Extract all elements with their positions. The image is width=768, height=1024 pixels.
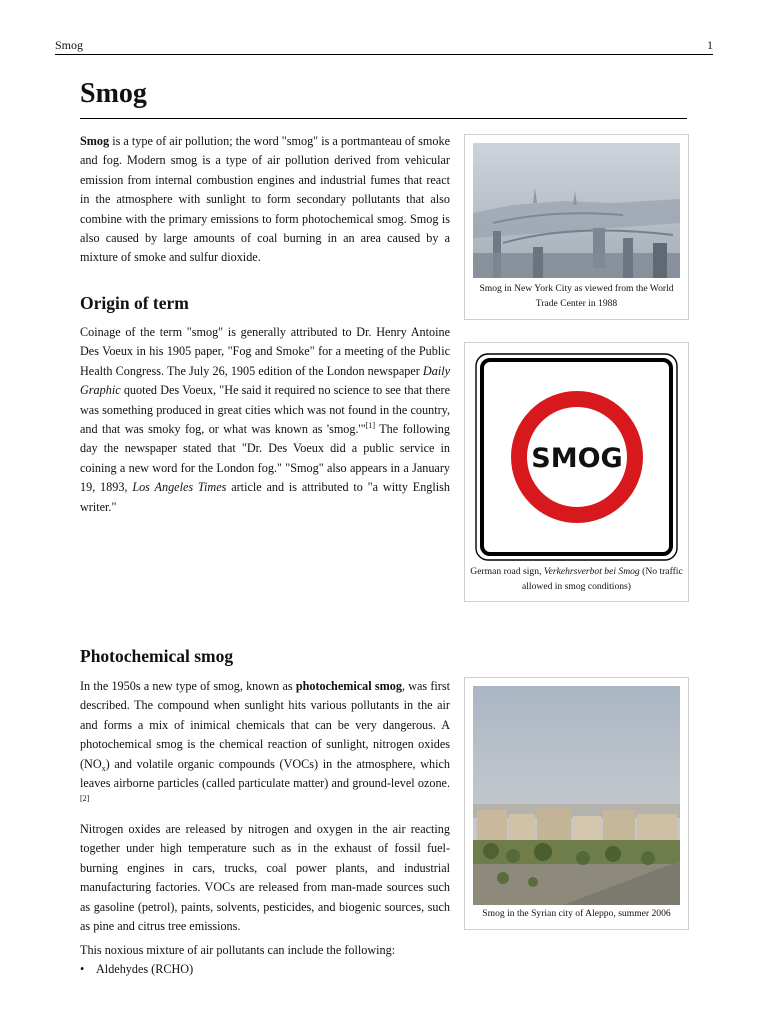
heading-origin-of-term: Origin of term xyxy=(80,293,189,313)
figure-road-sign xyxy=(464,342,689,602)
citation-1[interactable]: [1] xyxy=(365,421,376,431)
list-item-text: Aldehydes (RCHO) xyxy=(96,962,194,976)
intro-paragraph xyxy=(80,132,450,268)
sign-text: SMOG xyxy=(531,443,623,474)
origin-text-4: article and is attributed to "a witty English writer." xyxy=(80,480,451,514)
caption-italic: Verkehrsverbot bei Smog xyxy=(543,566,640,577)
nox-subscript: x xyxy=(101,763,106,773)
photo-bold-term: photochemical smog xyxy=(295,679,402,693)
page-number: 1 xyxy=(707,38,713,52)
photochemical-paragraph-2: Nitrogen oxides are released by nitrogen and oxygen in the air reacting together under high temperature such as in the exhaust of fossil fuel-burning engines in cars, trucks, coal power plants, and industrial manufacturing factories. VOCs are released from man-made sources such as gasoline (petrol), paints, solvents, pesticides, and biogenic sources, such as pine and citrus tree emissions. xyxy=(80,822,450,934)
origin-paragraph xyxy=(80,323,450,517)
figure-nyc-smog xyxy=(464,134,689,320)
la-times-italic: Los Angeles Times xyxy=(132,480,227,495)
photochemical-paragraph-1 xyxy=(80,677,450,813)
bullet-icon: • xyxy=(80,962,85,976)
citation-2[interactable]: [2] xyxy=(80,794,90,804)
origin-text-2: quoted Des Voeux, "He said it required no science to see that there was something produced in great cities which was not found in the country, and that was smoky fog, or what was known as 'smog.'" xyxy=(80,383,450,437)
heading-photochemical-smog: Photochemical smog xyxy=(80,646,234,666)
photochemical-paragraph-3: This noxious mixture of air pollutants can include the following: xyxy=(80,943,396,957)
caption-text-a: German road sign, xyxy=(470,566,544,577)
title-divider xyxy=(80,118,687,119)
photo-text-b: , was first described. The compound when sunlight hits various pollutants in the air and forms a mix of inimical chemicals that can be very dangerous. A photochemical smog is the chemical reaction of sunlight, nitrogen oxides (NO xyxy=(80,679,450,771)
figure-caption-nyc: Smog in New York City as viewed from the World Trade Center in 1988 xyxy=(479,283,674,309)
nyc-smog-photo[interactable] xyxy=(473,143,680,278)
photo-text-a: In the 1950s a new type of smog, known as xyxy=(80,679,296,693)
intro-lead-term: Smog xyxy=(80,134,110,148)
origin-text-3: The following day the newspaper stated that "Dr. Des Voeux did a public service in coining a new word for the London fog." "Smog" also appears in a January 19, 1893, xyxy=(80,422,450,495)
running-header xyxy=(55,38,713,54)
figure-caption-aleppo: Smog in the Syrian city of Aleppo, summer 2006 xyxy=(482,908,671,919)
running-title: Smog xyxy=(55,38,84,52)
daily-graphic-italic: Daily Graphic xyxy=(80,363,450,398)
road-sign-image[interactable] xyxy=(473,351,680,563)
aleppo-smog-photo[interactable] xyxy=(473,686,680,905)
header-divider xyxy=(55,54,713,55)
page-title: Smog xyxy=(80,78,147,109)
figure-aleppo-smog xyxy=(464,677,689,930)
photo-text-c: ) and volatile organic compounds (VOCs) in the atmosphere, which leaves airborne particles (called particulate matter) and ground-level ozone. xyxy=(80,756,450,791)
caption-text-b: (No traffic allowed in smog conditions) xyxy=(522,566,683,592)
list-item xyxy=(80,962,193,977)
figure-caption-road-sign xyxy=(469,564,684,594)
origin-text-1: Coinage of the term "smog" is generally attributed to Dr. Henry Antoine Des Voeux in his 1905 paper, "Fog and Smoke" for a meeting of the Public Health Congress. The July 26, 1905 edition of the London newspaper xyxy=(80,325,450,378)
intro-text: is a type of air pollution; the word "smog" is a portmanteau of smoke and fog. Modern smog is a type of air pollution derived from vehicular emission from internal combustion engines and industrial fumes that react in the atmosphere with sunlight to form secondary pollutants that also combine with the primary emissions to form photochemical smog. Smog is also caused by large amounts of coal burning in an area caused by a mixture of smoke and sulfur dioxide. xyxy=(80,134,450,265)
